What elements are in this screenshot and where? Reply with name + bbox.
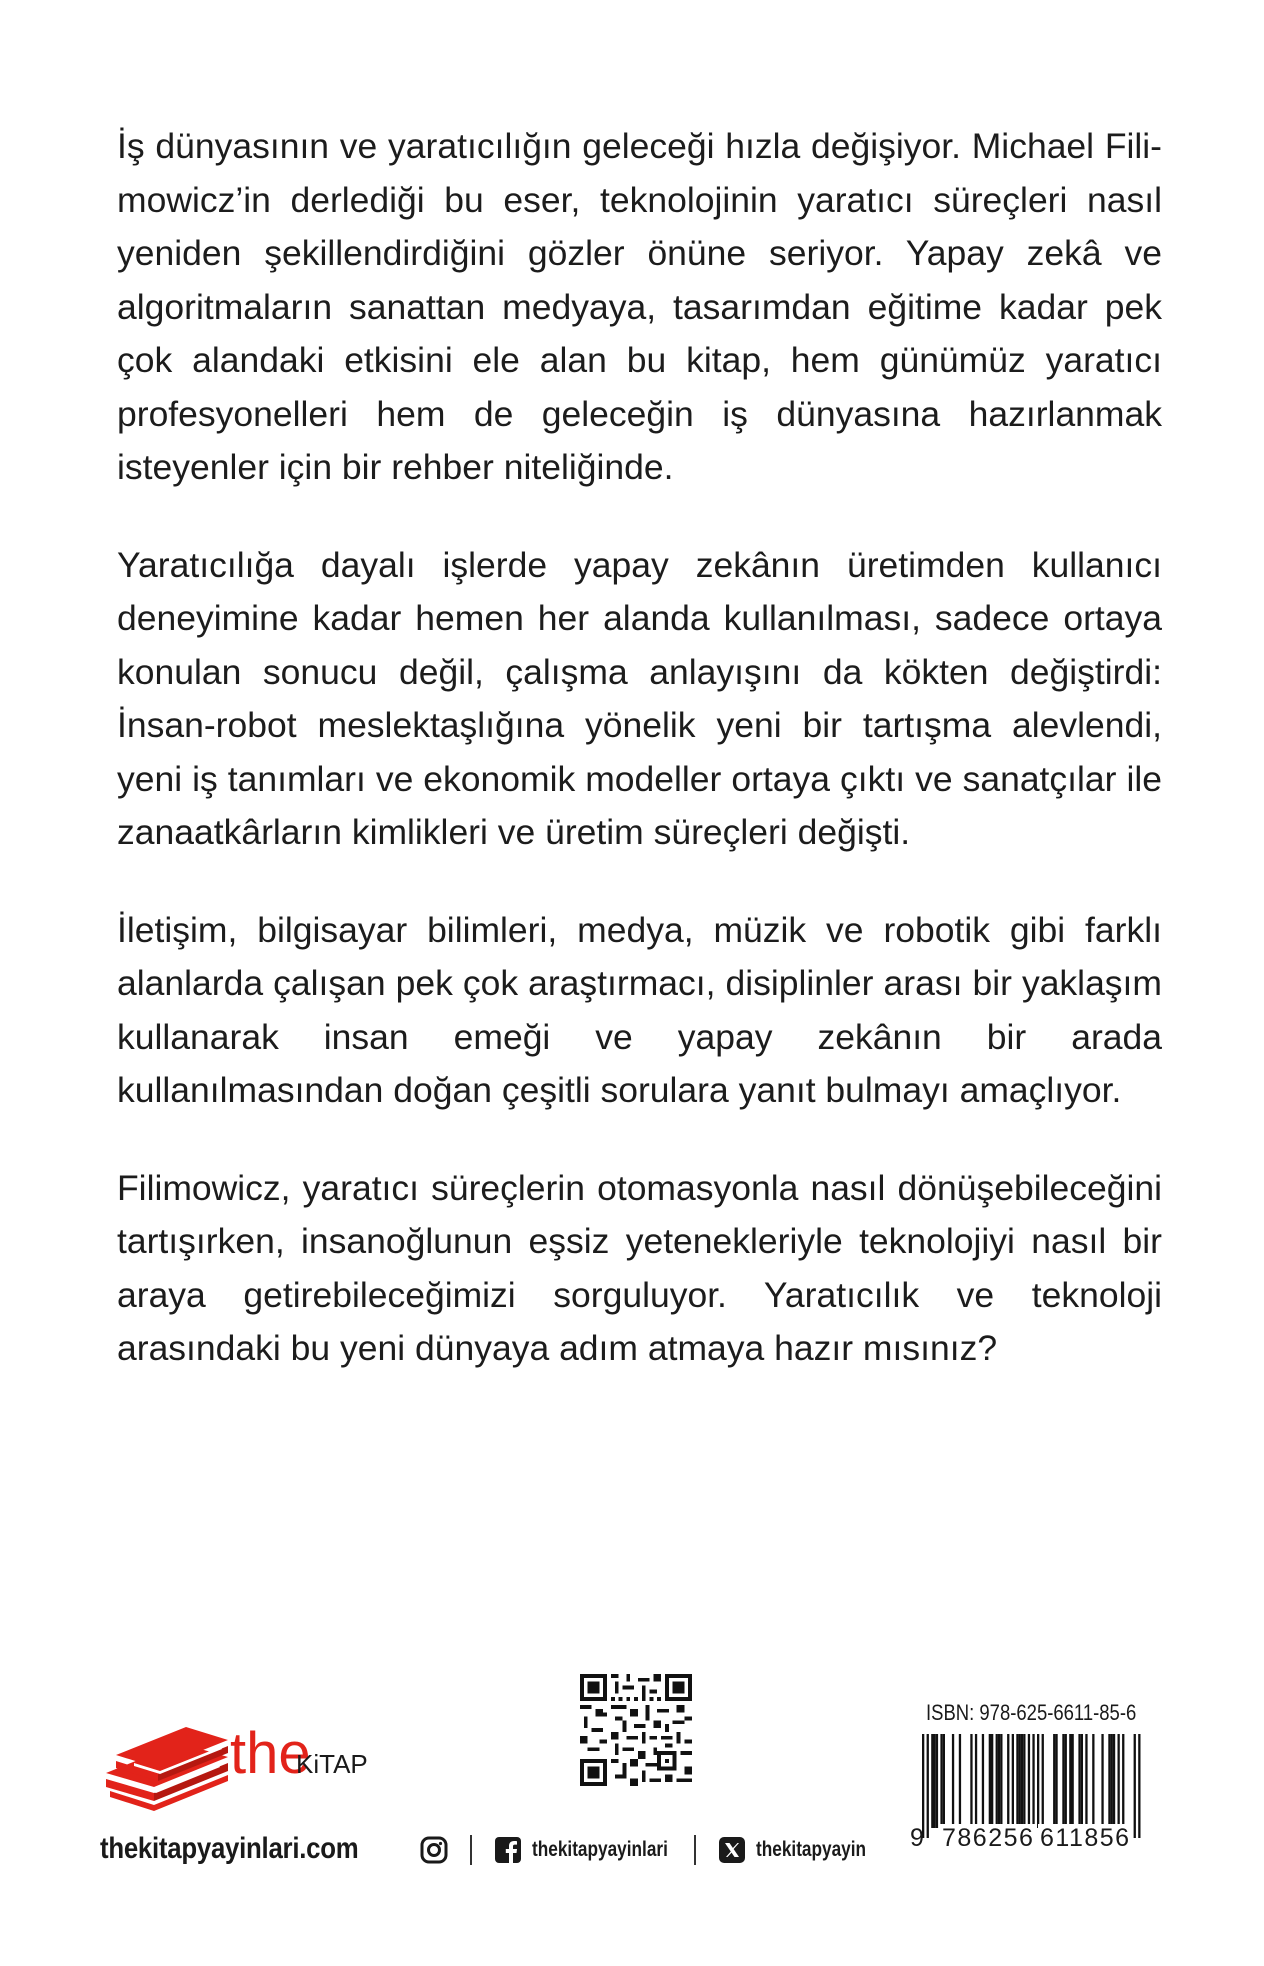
x-handle[interactable]: thekitapyayin bbox=[755, 1838, 866, 1861]
barcode-bar bbox=[970, 1734, 972, 1828]
facebook-handle[interactable]: thekitapyayinlari bbox=[532, 1838, 668, 1861]
barcode-bar bbox=[1118, 1734, 1120, 1828]
barcode-bar bbox=[1111, 1734, 1113, 1828]
barcode-bar bbox=[982, 1734, 984, 1828]
barcode-bar bbox=[943, 1734, 945, 1828]
barcode-bar bbox=[1023, 1734, 1025, 1828]
barcode-bar bbox=[1021, 1734, 1023, 1828]
barcode-bar bbox=[936, 1734, 938, 1828]
barcode-bar bbox=[1113, 1734, 1115, 1828]
barcode-bar bbox=[1032, 1734, 1034, 1838]
divider bbox=[470, 1835, 472, 1865]
social-links bbox=[418, 1830, 890, 1870]
isbn-label: ISBN: 978-625-6611-85-6 bbox=[926, 1700, 1137, 1725]
paragraph-4: Filimowicz, yaratıcı süreçlerin otomasyonla nasıl dönüşebileceğini tartışırken, insanoğlunun eşsiz yetenekleriyle teknolojiyi nasıl bir araya getirebileceğimizi sorguluyor. Yaratıcılık ve teknoloji arasındaki bu yeni dünyaya adım atmaya hazır mısınız? bbox=[117, 1167, 1162, 1368]
paragraph-2: Yaratıcılığa dayalı işlerde yapay zekânın üretimden kullanıcı deneyimine kadar hemen her alanda kullanılması, sadece ortaya konulan sonucu değil, çalışma anlayışını da kökten değiştirdi: İnsan-robot meslektaşlığına yönelik yeni bir tartışma alevlendi, yeni iş tanımları ve ekonomik modeller ortaya çıktı ve sanatçılar ile zanaatkârların kimlikleri ve üretim süreçleri değişti. bbox=[117, 544, 1162, 852]
barcode-bar bbox=[934, 1734, 936, 1828]
barcode-bar bbox=[927, 1734, 929, 1838]
barcode-bar bbox=[1069, 1734, 1071, 1828]
barcode-bar bbox=[922, 1734, 924, 1838]
barcode-bar bbox=[1062, 1734, 1064, 1828]
barcode-bar bbox=[1108, 1734, 1110, 1828]
website-link[interactable]: thekitapyayinlari.com bbox=[100, 1832, 359, 1865]
barcode-bar bbox=[998, 1734, 1000, 1828]
barcode-bar bbox=[1078, 1734, 1080, 1828]
x-icon[interactable] bbox=[716, 1834, 748, 1866]
barcode-bar bbox=[1037, 1734, 1039, 1828]
barcode-bar bbox=[1065, 1734, 1067, 1828]
facebook-icon[interactable] bbox=[492, 1834, 524, 1866]
ean-digits bbox=[910, 1824, 1150, 1853]
ean-right-digits: 611856 bbox=[1040, 1824, 1131, 1852]
books-stack-icon bbox=[100, 1695, 368, 1815]
barcode-bar bbox=[1000, 1734, 1002, 1828]
publisher-logo bbox=[100, 1695, 368, 1815]
barcode-bar bbox=[989, 1734, 991, 1828]
barcode-bar bbox=[1012, 1734, 1014, 1828]
paragraph-3: İletişim, bilgisayar bilimleri, medya, müzik ve robotik gibi farklı alanlarda çalışan pek çok araştırmacı, disiplinler arası bir yaklaşım kullanarak insan emeği ve yapay zekânın bir arada kullanılmasından doğan çeşitli sorulara yanıt bulmayı amaçlıyor. bbox=[117, 909, 1162, 1110]
barcode-bar bbox=[1092, 1734, 1094, 1828]
barcode-bar bbox=[1134, 1734, 1136, 1838]
barcode-bar bbox=[952, 1734, 954, 1828]
barcode-bar bbox=[1042, 1734, 1044, 1828]
barcode-bar bbox=[1053, 1734, 1055, 1828]
barcode-bar bbox=[1081, 1734, 1083, 1828]
barcode-bar bbox=[991, 1734, 993, 1828]
logo-kitap-text: KiTAP bbox=[296, 1749, 368, 1779]
ean-first-digit: 9 bbox=[910, 1824, 924, 1852]
isbn-barcode-block bbox=[910, 1700, 1150, 1852]
logo-the-text: the bbox=[230, 1721, 311, 1786]
barcode-bar bbox=[1101, 1734, 1103, 1828]
barcode-bar bbox=[1122, 1734, 1124, 1828]
barcode-bar bbox=[1085, 1734, 1087, 1828]
ean-left-digits: 786256 bbox=[942, 1824, 1035, 1852]
barcode-bar bbox=[1028, 1734, 1030, 1838]
barcode-bar bbox=[940, 1734, 942, 1828]
divider bbox=[694, 1835, 696, 1865]
barcode-bar bbox=[1016, 1734, 1018, 1828]
instagram-icon[interactable] bbox=[418, 1834, 450, 1866]
barcode-bar bbox=[1072, 1734, 1074, 1828]
barcode-bar bbox=[959, 1734, 961, 1828]
barcode-bar bbox=[996, 1734, 998, 1828]
back-cover-text bbox=[117, 120, 1162, 1420]
barcode-bar bbox=[1138, 1734, 1140, 1838]
barcode-bar bbox=[975, 1734, 977, 1828]
barcode-bar bbox=[1055, 1734, 1057, 1828]
barcode-bar bbox=[931, 1734, 933, 1828]
barcode-bar bbox=[1019, 1734, 1021, 1828]
barcode-bar bbox=[1007, 1734, 1009, 1828]
qr-code[interactable] bbox=[580, 1674, 692, 1786]
paragraph-1: İş dünyasının ve yaratıcılığın geleceği hızla değişiyor. Michael Filimowicz’in derlediği bu eser, teknolojinin yaratıcı süreçleri nasıl yeniden şekillendirdiğini gözler önüne seriyor. Yapay zekâ ve algoritmaların sanattan medyaya, tasarımdan eğitime kadar pek çok alandaki etkisini ele alan bu kitap, hem günümüz yaratıcı profesyonelleri hem de geleceğin iş dünyasına hazırlanmak isteyenler için bir rehber niteliğinde. bbox=[117, 126, 1162, 487]
